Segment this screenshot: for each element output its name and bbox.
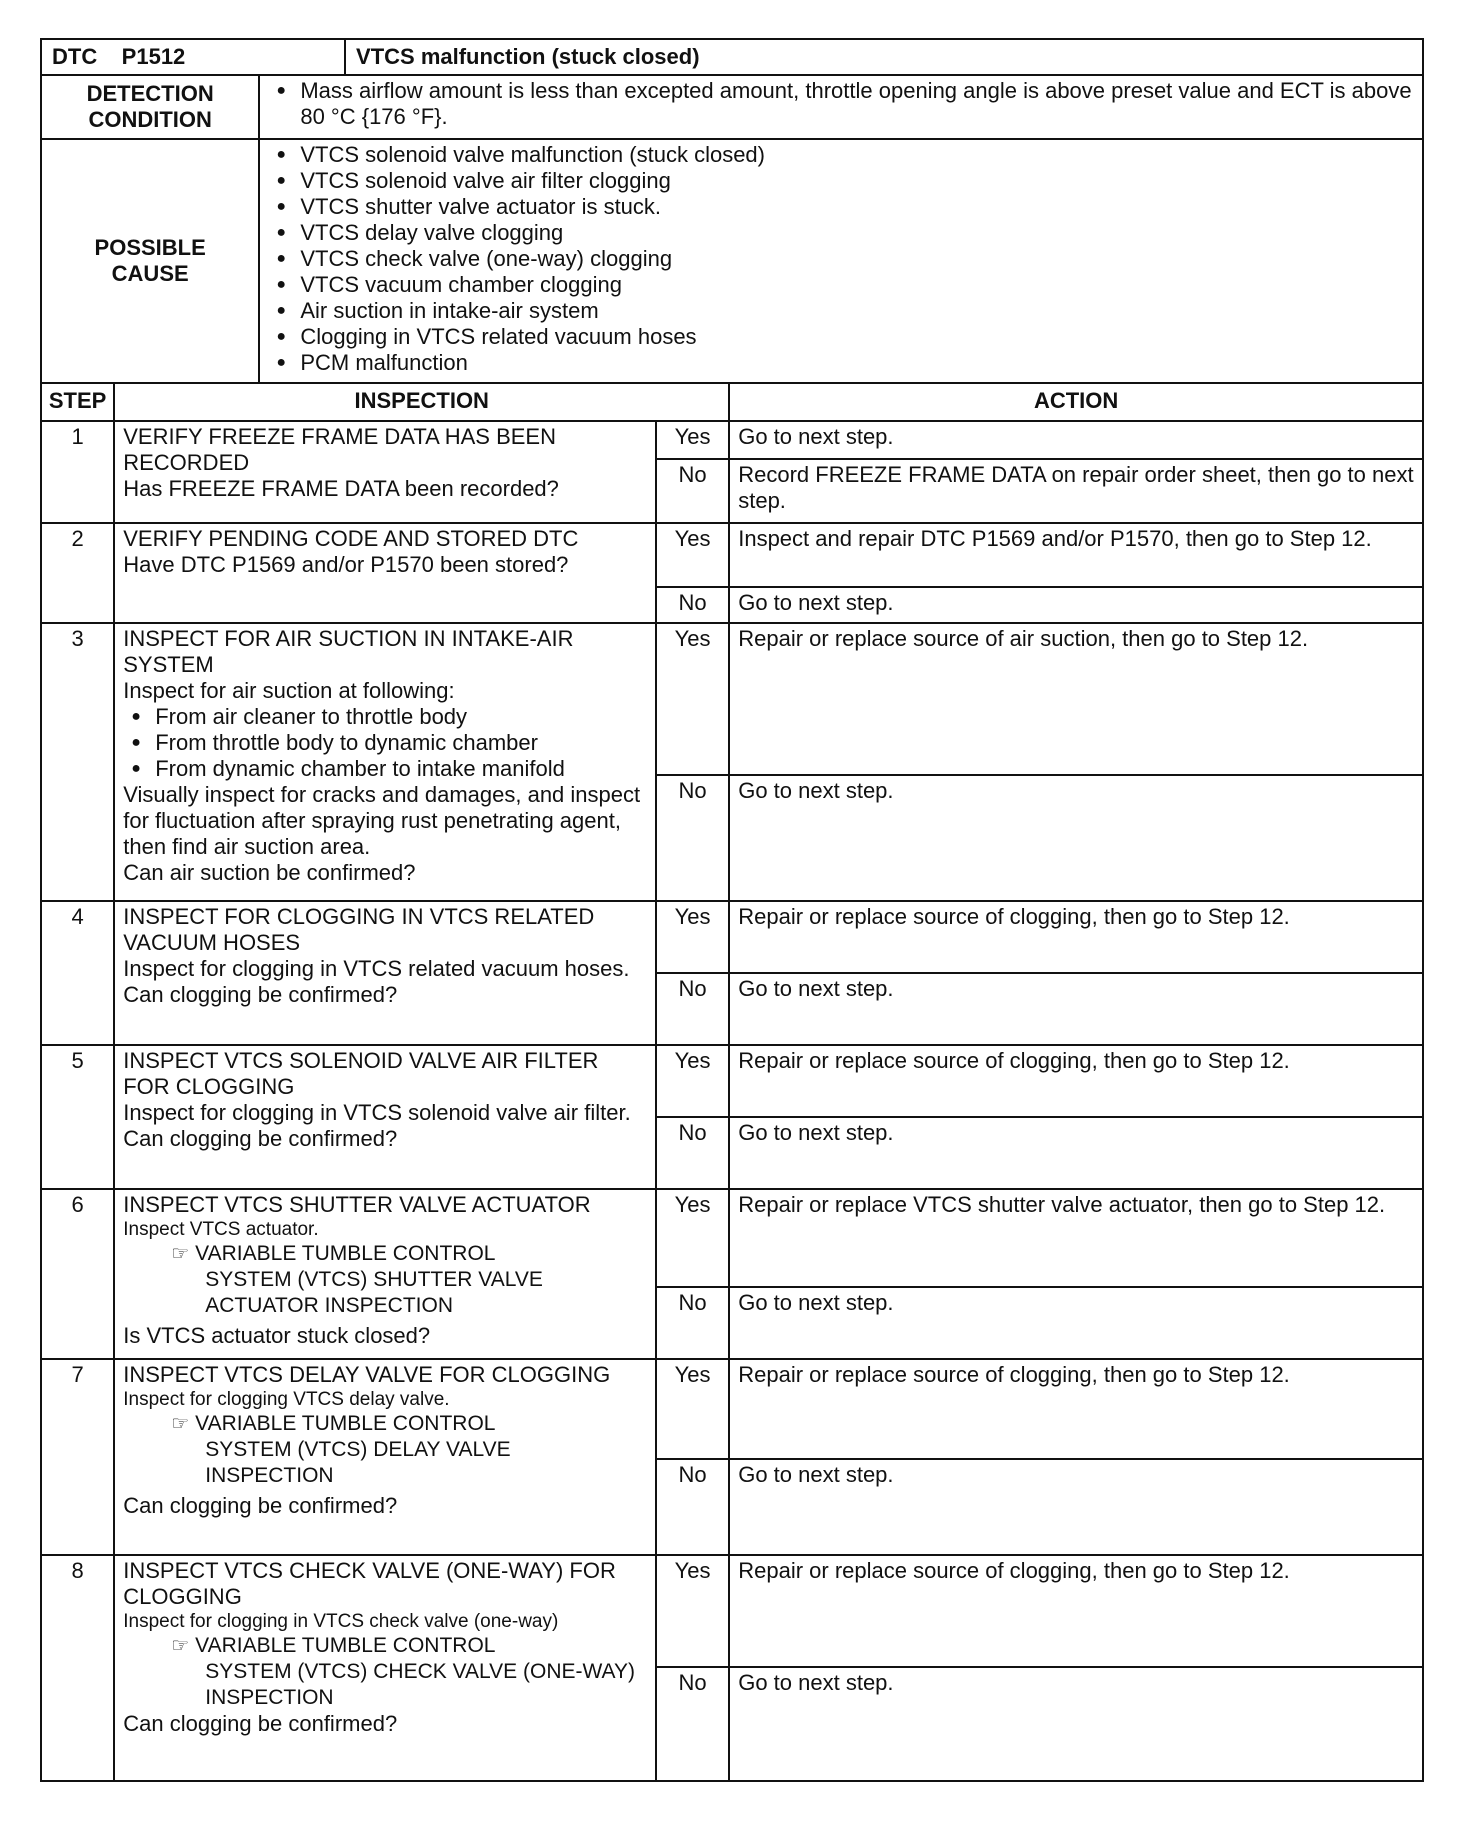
detection-label: DETECTION CONDITION [41,75,259,139]
step-row-7 [41,1359,1423,1459]
dtc-code-cell [41,39,345,75]
step-inspection: INSPECT VTCS CHECK VALVE (ONE-WAY) FOR CLOGGING Inspect for clogging in VTCS check valve (one-way) ☞ VARIABLE TUMBLE CONTROL SYSTEM (VTCS) CHECK VALVE (ONE-WAY) INSPECTION Can clogging be confirmed? [114,1555,656,1781]
step-number: 6 [41,1189,114,1359]
no-action: Go to next step. [729,1117,1423,1189]
yes-label: Yes [656,1359,729,1459]
yes-label: Yes [656,523,729,587]
step-inspection: INSPECT VTCS SHUTTER VALVE ACTUATOR Inspect VTCS actuator. ☞ VARIABLE TUMBLE CONTROL SYSTEM (VTCS) SHUTTER VALVE ACTUATOR INSPECTION Is VTCS actuator stuck closed? [114,1189,656,1359]
detection-text: ● Mass airflow amount is less than excepted amount, throttle opening angle is above preset value and ECT is above 80 °C {176 °F}. [268,78,1414,130]
dtc-procedure-page [40,38,1424,1782]
yes-label: Yes [656,901,729,973]
no-label: No [656,459,729,523]
step-row-4 [41,901,1423,973]
dtc-title: VTCS malfunction (stuck closed) [345,39,1423,75]
dtc-code: P1512 [121,44,186,69]
yes-action: Repair or replace source of air suction, then go to Step 12. [729,623,1423,775]
no-label: No [656,775,729,901]
cause-item: ● Air suction in intake-air system [268,298,1414,324]
step-inspection: INSPECT FOR CLOGGING IN VTCS RELATED VACUUM HOSES Inspect for clogging in VTCS related vacuum hoses. Can clogging be confirmed? [114,901,656,1045]
no-label: No [656,587,729,623]
reference-pointer-icon: ☞ [171,1413,190,1435]
yes-label: Yes [656,1045,729,1117]
reference-pointer-icon: ☞ [171,1243,190,1265]
no-label: No [656,1117,729,1189]
dtc-label: DTC [52,44,98,69]
no-action: Record FREEZE FRAME DATA on repair order sheet, then go to next step. [729,459,1423,523]
col-header-action: ACTION [729,383,1423,421]
yes-action: Repair or replace source of clogging, then go to Step 12. [729,1359,1423,1459]
no-label: No [656,973,729,1045]
yes-action: Repair or replace VTCS shutter valve actuator, then go to Step 12. [729,1189,1423,1287]
cause-item: ● VTCS delay valve clogging [268,220,1414,246]
col-header-step: STEP [41,383,114,421]
no-action: Go to next step. [729,973,1423,1045]
yes-action: Repair or replace source of clogging, then go to Step 12. [729,1045,1423,1117]
yes-label: Yes [656,1555,729,1667]
no-action: Go to next step. [729,587,1423,623]
cause-item: ● PCM malfunction [268,350,1414,376]
possible-cause-label: POSSIBLE CAUSE [41,139,259,383]
cause-item: ● Clogging in VTCS related vacuum hoses [268,324,1414,350]
no-action: Go to next step. [729,1667,1423,1781]
step-number: 8 [41,1555,114,1781]
detection-text-cell [259,75,1423,139]
step-row-5 [41,1045,1423,1117]
yes-label: Yes [656,421,729,459]
step-inspection: VERIFY PENDING CODE AND STORED DTC Have DTC P1569 and/or P1570 been stored? [114,523,656,623]
step-bullets: ● From air cleaner to throttle body ● From throttle body to dynamic chamber ● From dynamic chamber to intake manifold [123,704,647,782]
step-number: 5 [41,1045,114,1189]
no-action: Go to next step. [729,775,1423,901]
step-row-3 [41,623,1423,775]
no-label: No [656,1287,729,1359]
step-number: 3 [41,623,114,901]
step-row-8 [41,1555,1423,1667]
yes-label: Yes [656,623,729,775]
step-inspection: VERIFY FREEZE FRAME DATA HAS BEEN RECORDED Has FREEZE FRAME DATA been recorded? [114,421,656,523]
step-row-1 [41,421,1423,459]
step-number: 7 [41,1359,114,1555]
yes-action: Repair or replace source of clogging, then go to Step 12. [729,901,1423,973]
yes-action: Repair or replace source of clogging, then go to Step 12. [729,1555,1423,1667]
yes-action: Go to next step. [729,421,1423,459]
yes-action: Inspect and repair DTC P1569 and/or P1570, then go to Step 12. [729,523,1423,587]
yes-label: Yes [656,1189,729,1287]
cause-item: ● VTCS check valve (one-way) clogging [268,246,1414,272]
condition-table [40,74,1424,384]
step-row-6 [41,1189,1423,1287]
cause-item: ● VTCS vacuum chamber clogging [268,272,1414,298]
cause-item: ● VTCS solenoid valve malfunction (stuck closed) [268,142,1414,168]
no-label: No [656,1459,729,1555]
step-inspection: INSPECT FOR AIR SUCTION IN INTAKE-AIR SYSTEM Inspect for air suction at following: ● From air cleaner to throttle body ● From throttle body to dynamic chamber ● From dynamic chamber to intake manifold Visually inspect for cracks and damages, and inspect for fluctuation after spraying rust penetrating agent, then find air suction area. Can air suction be confirmed? [114,623,656,901]
possible-cause-list-cell [259,139,1423,383]
no-action: Go to next step. [729,1287,1423,1359]
cause-item: ● VTCS solenoid valve air filter clogging [268,168,1414,194]
dtc-header-table [40,38,1424,76]
step-row-2 [41,523,1423,587]
step-number: 1 [41,421,114,523]
no-action: Go to next step. [729,1459,1423,1555]
step-inspection: INSPECT VTCS DELAY VALVE FOR CLOGGING Inspect for clogging VTCS delay valve. ☞ VARIABLE TUMBLE CONTROL SYSTEM (VTCS) DELAY VALVE INSPECTION Can clogging be confirmed? [114,1359,656,1555]
steps-table [40,382,1424,1782]
step-number: 2 [41,523,114,623]
step-number: 4 [41,901,114,1045]
cause-item: ● VTCS shutter valve actuator is stuck. [268,194,1414,220]
reference-pointer-icon: ☞ [171,1635,190,1657]
col-header-inspection: INSPECTION [114,383,729,421]
possible-cause-list [268,142,1414,376]
step-inspection: INSPECT VTCS SOLENOID VALVE AIR FILTER FOR CLOGGING Inspect for clogging in VTCS solenoid valve air filter. Can clogging be confirmed? [114,1045,656,1189]
no-label: No [656,1667,729,1781]
